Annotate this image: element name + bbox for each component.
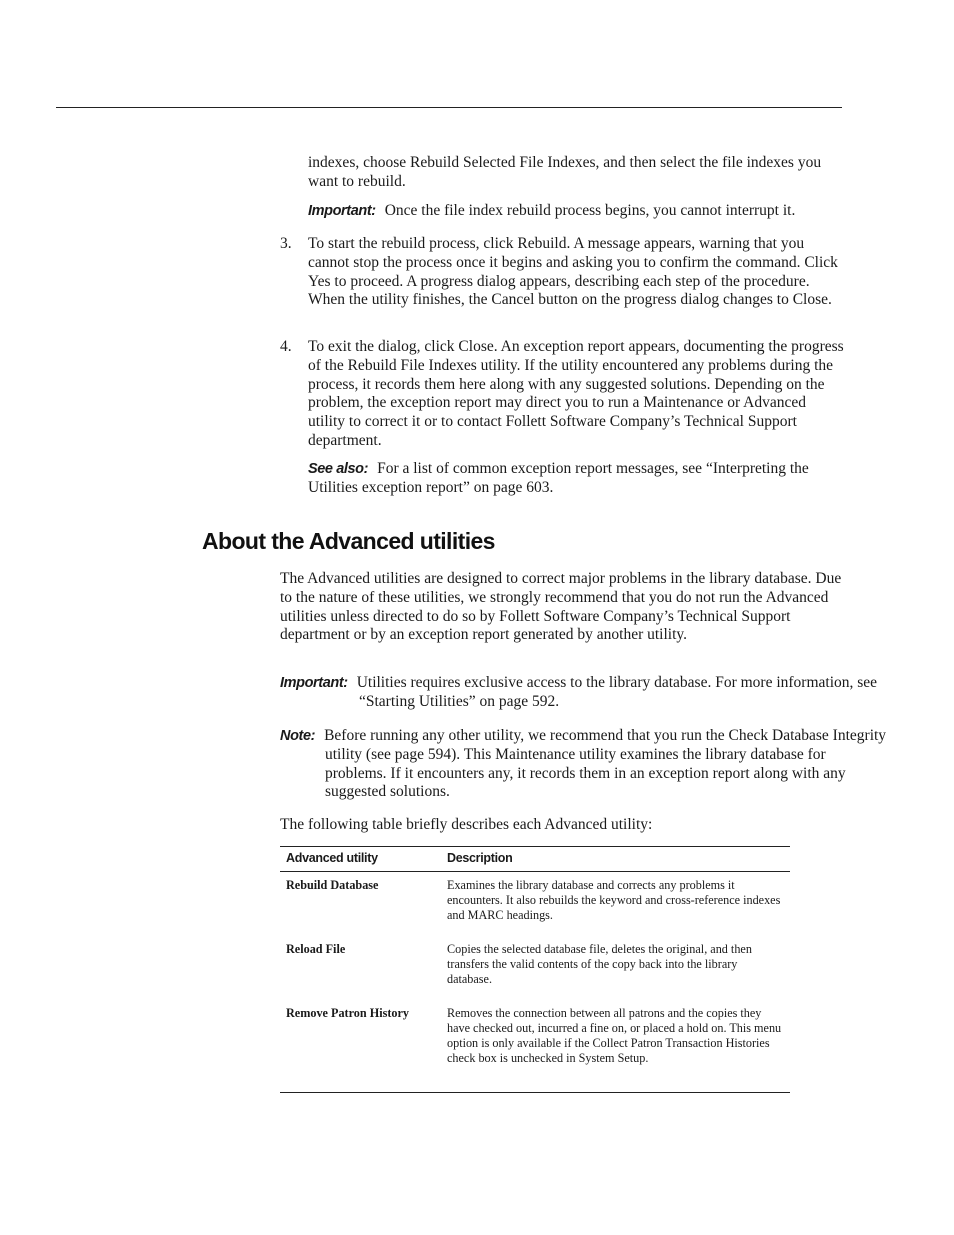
- see-also-text: For a list of common exception report messages, see “Interpreting the Utilities exception report” on page 603.: [308, 460, 809, 496]
- important-note-1: [308, 202, 848, 221]
- important-label: Important:: [280, 675, 348, 691]
- table-bottom-rule: [280, 1092, 790, 1093]
- column-header-utility: Advanced utility: [286, 851, 378, 865]
- advanced-utilities-table: [280, 846, 790, 1065]
- important-note-2: [280, 674, 919, 712]
- note-text: Before running any other utility, we recommend that you run the Check Database Integrity utility (see page 594). This Maintenance utility examines the library database for problems. If it encounters any, it records them in an exception report along with any suggested solutions.: [324, 727, 887, 801]
- utility-name: Remove Patron History: [286, 1006, 409, 1020]
- table-row: [280, 942, 790, 992]
- step-number: 4.: [280, 338, 292, 355]
- header-rule: [56, 107, 842, 108]
- utility-description: Removes the connection between all patrons and the copies they have checked out, incurred a fine on, or placed a hold on. This menu option is only available if the Collect Patron Transaction Histories check box is unchecked in System Setup.: [447, 1006, 782, 1065]
- see-also-note: [308, 460, 838, 498]
- note-label: Note:: [280, 728, 316, 744]
- table-intro: The following table briefly describes each Advanced utility:: [280, 816, 653, 833]
- intro-continuation-paragraph: indexes, choose Rebuild Selected File Indexes, and then select the file indexes you want to rebuild.: [308, 154, 822, 190]
- utility-name: Reload File: [286, 942, 346, 956]
- important-text: Once the file index rebuild process begins, you cannot interrupt it.: [384, 202, 796, 219]
- table-row: [280, 1006, 790, 1086]
- section-heading: About the Advanced utilities: [202, 528, 495, 554]
- column-header-description: Description: [447, 851, 513, 865]
- note-block: [280, 727, 890, 802]
- table-header: [280, 846, 790, 872]
- step-text: To exit the dialog, click Close. An exception report appears, documenting the progress of the Rebuild File Indexes utility. If the utility encountered any problems during the process, it records them here along with any suggested solutions. Depending on the problem, the exception report may direct you to run a Maintenance or Advanced utility to correct it or to contact Follett Software Company’s Technical Support department.: [308, 338, 844, 449]
- step-number: 3.: [280, 235, 292, 252]
- step-text: To start the rebuild process, click Rebuild. A message appears, warning that you cannot stop the process once it begins and asking you to confirm the command. Click Yes to proceed. A progress dialog appears, describing each step of the procedure. When the utility finishes, the Cancel button on the progress dialog changes to Close.: [308, 235, 838, 309]
- important-label: Important:: [308, 203, 376, 219]
- utility-description: Examines the library database and corrects any problems it encounters. It also rebuilds the keyword and cross-reference indexes and MARC headings.: [447, 878, 781, 922]
- utility-name: Rebuild Database: [286, 878, 379, 892]
- section-paragraph: The Advanced utilities are designed to correct major problems in the library database. Due to the nature of these utilities, we strongly recommend that you do not run the Advanced utilities unless directed to do so by Follett Software Company’s Technical Support department or by an exception report generated by another utility.: [280, 570, 842, 644]
- important-text: Utilities requires exclusive access to the library database. For more information, see “Starting Utilities” on page 592.: [356, 674, 878, 710]
- table-row: [280, 878, 790, 928]
- utility-description: Copies the selected database file, deletes the original, and then transfers the valid contents of the copy back into the library database.: [447, 942, 752, 986]
- see-also-label: See also:: [308, 461, 369, 477]
